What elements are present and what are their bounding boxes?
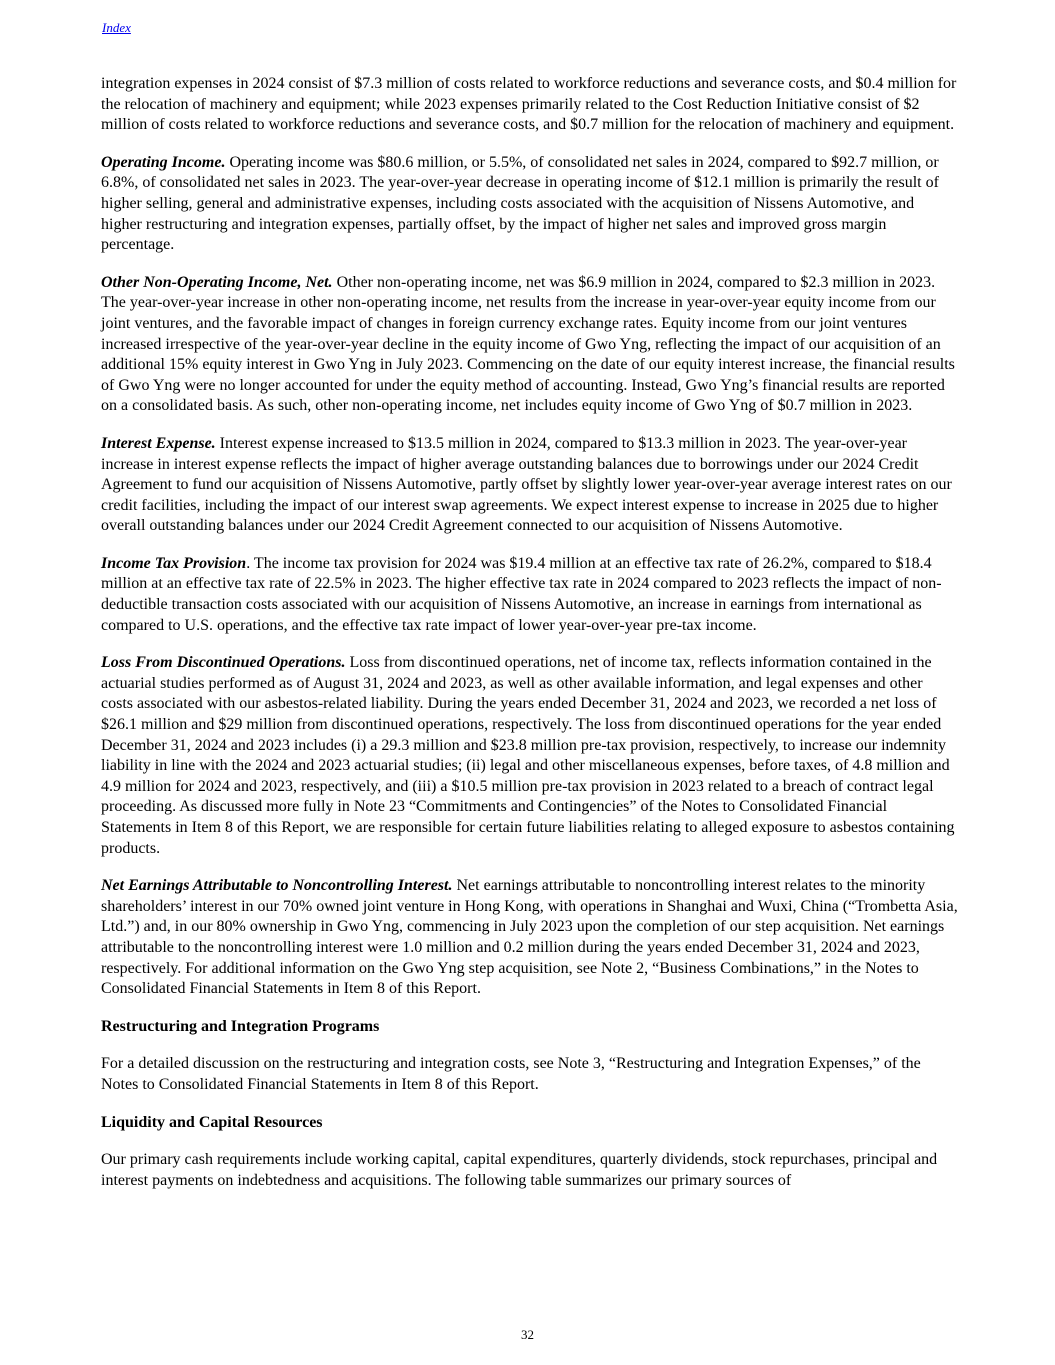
- paragraph-text: Interest expense increased to $13.5 million in 2024, compared to $13.3 million in 2023. The year-over-year increase in interest expense reflects the impact of higher average outstanding balances due to borrowings under our 2024 Credit Agreement to fund our acquisition of Nissens Automotive, partly offset by slightly lower year-over-year average interest rates on our credit facilities, including the impact of our interest swap agreements. We expect interest expense to increase in 2025 due to higher overall outstanding balances under our 2024 Credit Agreement connected to our acquisition of Nissens Automotive.: [101, 434, 952, 535]
- paragraph-text: Other non-operating income, net was $6.9 million in 2024, compared to $2.3 million in 2023. The year-over-year increase in other non-operating income, net results from the increase in year-over-year equity income from our joint ventures, and the favorable impact of changes in foreign currency exchange rates. Equity income from our joint ventures increased irrespective of the year-over-year decline in the equity income of Gwo Yng, reflecting the impact of our acquisition of an additional 15% equity interest in Gwo Yng in July 2023. Commencing on the date of our equity interest increase, the financial results of Gwo Yng were no longer accounted for under the equity method of accounting. Instead, Gwo Yng’s financial results are reported on a consolidated basis. As such, other non-operating income, net includes equity income of Gwo Yng of $0.7 million in 2023.: [101, 273, 955, 415]
- page-number: 32: [521, 1327, 534, 1342]
- paragraph-noncontrolling-interest: [101, 876, 958, 1000]
- index-link[interactable]: Index: [102, 20, 131, 35]
- paragraph-text: For a detailed discussion on the restructuring and integration costs, see Note 3, “Restructuring and Integration Expenses,” of the Notes to Consolidated Financial Statements in Item 8 of this Report.: [101, 1055, 921, 1093]
- document-body: [101, 74, 958, 1208]
- paragraph-lead: Interest Expense.: [101, 434, 216, 452]
- paragraph-text: integration expenses in 2024 consist of $7.3 million of costs related to workforce reductions and severance costs, and $0.4 million for the relocation of machinery and equipment; while 2023 expenses primarily related to the Cost Reduction Initiative consist of $2 million of costs related to workforce reductions and severance costs, and $0.7 million for the relocation of machinery and equipment.: [101, 75, 957, 134]
- paragraph-other-non-operating-income: [101, 273, 958, 417]
- paragraph-restructuring: [101, 1054, 958, 1095]
- paragraph-interest-expense: [101, 434, 958, 537]
- paragraph-text: Net earnings attributable to noncontrolling interest relates to the minority shareholders’ interest in our 70% owned joint venture in Hong Kong, with operations in Shanghai and Wuxi, China (“Trombetta Asia, Ltd.”) and, in our 80% ownership in Gwo Yng, commencing in July 2023 upon the completion of our step acquisition. Net earnings attributable to the noncontrolling interest were 1.0 million and 0.2 million during the years ended December 31, 2024 and 2023, respectively. For additional information on the Gwo Yng step acquisition, see Note 2, “Business Combinations,” in the Notes to Consolidated Financial Statements in Item 8 of this Report.: [101, 877, 958, 998]
- paragraph-text: Operating income was $80.6 million, or 5.5%, of consolidated net sales in 2024, compared to $92.7 million, or 6.8%, of consolidated net sales in 2023. The year-over-year decrease in operating income of $12.1 million is primarily the result of higher selling, general and administrative expenses, including costs associated with the acquisition of Nissens Automotive, and higher restructuring and integration expenses, partially offset, by the impact of higher net sales and improved gross margin percentage.: [101, 153, 939, 254]
- paragraph-income-tax-provision: [101, 554, 958, 636]
- paragraph-integration-expenses: [101, 74, 958, 136]
- paragraph-lead: Loss From Discontinued Operations.: [101, 654, 346, 672]
- paragraph-text: . The income tax provision for 2024 was $19.4 million at an effective tax rate of 26.2%, compared to $18.4 million at an effective tax rate of 22.5% in 2023. The higher effective tax rate in 2024 compared to 2023 reflects the impact of non-deductible transaction costs associated with our acquisition of Nissens Automotive, an increase in earnings from international as compared to U.S. operations, and the effective tax rate impact of lower year-over-year pre-tax income.: [101, 554, 942, 634]
- paragraph-text: Our primary cash requirements include working capital, capital expenditures, quarterly dividends, stock repurchases, principal and interest payments on indebtedness and acquisitions. The following table summarizes our primary sources of: [101, 1151, 938, 1189]
- paragraph-liquidity: [101, 1150, 958, 1191]
- paragraph-lead: Net Earnings Attributable to Noncontrolling Interest.: [101, 877, 453, 895]
- paragraph-lead: Income Tax Provision: [101, 554, 247, 572]
- paragraph-lead: Other Non-Operating Income, Net.: [101, 273, 333, 291]
- section-heading-liquidity: Liquidity and Capital Resources: [101, 1113, 323, 1131]
- paragraph-text: Loss from discontinued operations, net of income tax, reflects information contained in the actuarial studies performed as of August 31, 2024 and 2023, as well as other available information, and legal expenses and other costs associated with our asbestos-related liability. During the years ended December 31, 2024 and 2023, we recorded a net loss of $26.1 million and $29 million from discontinued operations, respectively. The loss from discontinued operations for the year ended December 31, 2024 and 2023 includes (i) a 29.3 million and $23.8 million pre-tax provision, respectively, to increase our indemnity liability in line with the 2024 and 2023 actuarial studies; (ii) legal and other miscellaneous expenses, before taxes, of 4.8 million and 4.9 million for 2024 and 2023, respectively, and (iii) a $10.5 million pre-tax provision in 2023 related to a breach of contract legal proceeding. As discussed more fully in Note 23 “Commitments and Contingencies” of the Notes to Consolidated Financial Statements in Item 8 of this Report, we are responsible for certain future liabilities relating to alleged exposure to asbestos containing products.: [101, 654, 955, 857]
- paragraph-operating-income: [101, 153, 958, 256]
- paragraph-lead: Operating Income.: [101, 153, 226, 171]
- paragraph-discontinued-operations: [101, 653, 958, 859]
- section-heading-restructuring: Restructuring and Integration Programs: [101, 1017, 380, 1035]
